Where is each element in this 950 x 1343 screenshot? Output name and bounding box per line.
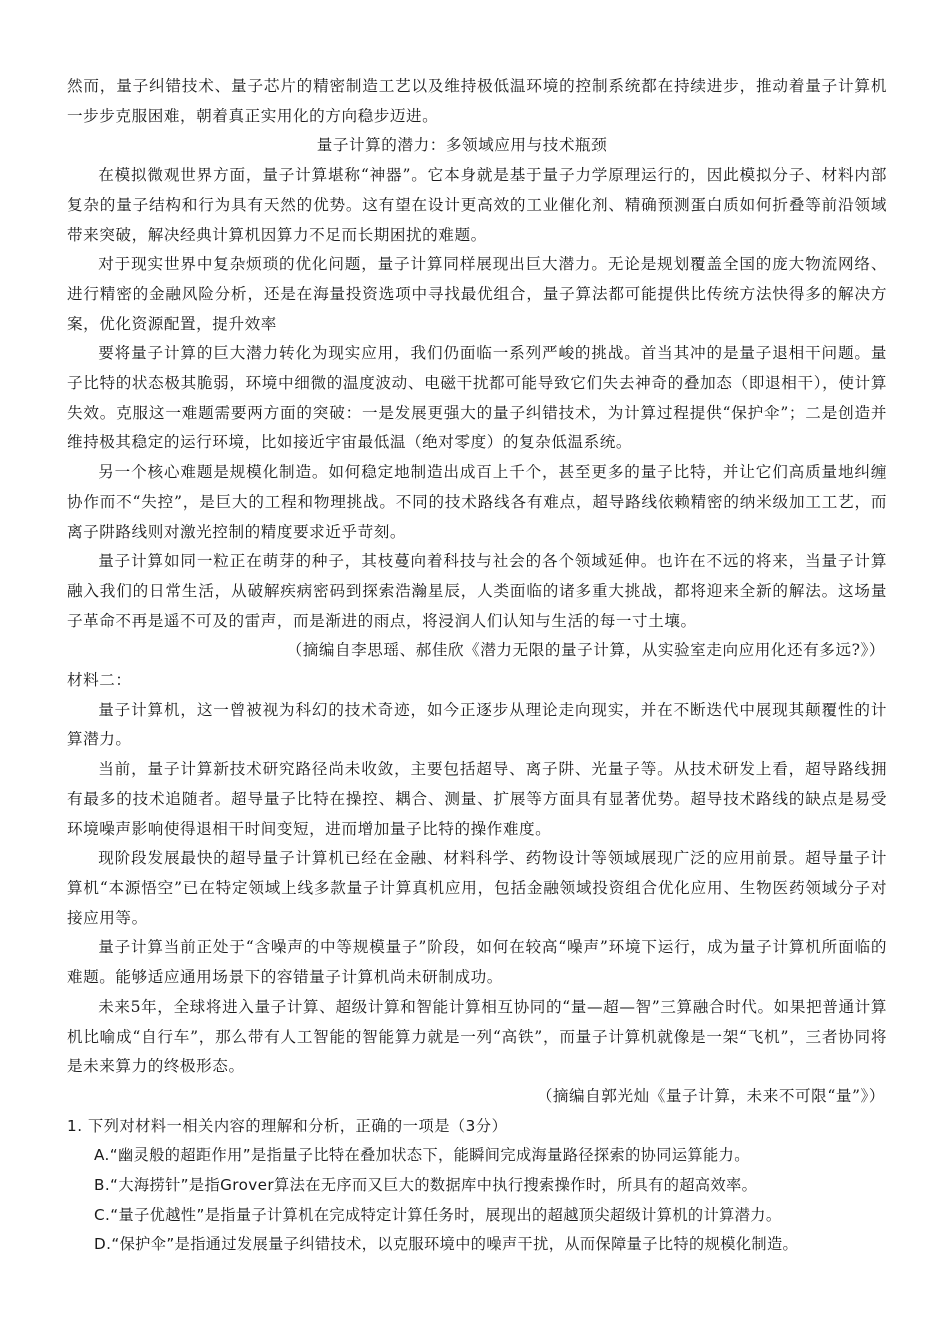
paragraph: 在模拟微观世界方面，量子计算堪称“神器”。它本身就是基于量子力学原理运行的，因此模拟分子、材料内部复杂的量子结构和行为具有天然的优势。这有望在设计更高效的工业催化剂、精确预测蛋白质如何折叠等前沿领域带来突破，解决经典计算机因算力不足而长期困扰的难题。: [67, 166, 887, 244]
document-body: [67, 72, 887, 1260]
option-text: “幽灵般的超距作用”是指量子比特在叠加状态下，能瞬间完成海量路径探索的协同运算能力。: [109, 1146, 750, 1165]
paragraph: 量子计算机，这一曾被视为科幻的技术奇迹，如今正逐步从理论走向现实，并在不断迭代中展现其颠覆性的计算潜力。: [67, 700, 887, 749]
answer-option-b: [67, 1171, 887, 1201]
option-letter: B.: [94, 1176, 111, 1195]
paragraph: 量子计算当前正处于“含噪声的中等规模量子”阶段，如何在较高“噪声”环境下运行，成为量子计算机所面临的难题。能够适应通用场景下的容错量子计算机尚未研制成功。: [67, 938, 887, 987]
option-letter: A.: [94, 1146, 110, 1165]
answer-option-a: [67, 1141, 887, 1171]
source-citation: （摘编自李思瑶、郝佳欣《潜力无限的量子计算，从实验室走向应用化还有多远?》）: [286, 641, 885, 660]
paragraph: 对于现实世界中复杂烦琐的优化问题，量子计算同样展现出巨大潜力。无论是规划覆盖全国的庞大物流网络、进行精密的金融风险分析，还是在海量投资选项中寻找最优组合，量子算法都可能提供比传统方法快得多的解决方案，优化资源配置，提升效率: [67, 255, 887, 333]
source-citation: （摘编自郭光灿《量子计算，未来不可限“量”》）: [536, 1086, 885, 1105]
option-text: “保护伞”是指通过发展量子纠错技术，以克服环境中的噪声干扰，从而保障量子比特的规模化制造。: [111, 1235, 799, 1254]
option-text: “大海捞针”是指Grover算法在无序而又巨大的数据库中执行搜索操作时，所具有的超高效率。: [110, 1176, 758, 1195]
answer-option-d: [67, 1230, 887, 1260]
paragraph: 当前，量子计算新技术研究路径尚未收敛，主要包括超导、离子阱、光量子等。从技术研发上看，超导路线拥有最多的技术追随者。超导量子比特在操控、耦合、测量、扩展等方面具有显著优势。超导技术路线的缺点是易受环境噪声影响使得退相干时间变短，进而增加量子比特的操作难度。: [67, 760, 887, 838]
paragraph: 量子计算如同一粒正在萌芽的种子，其枝蔓向着科技与社会的各个领域延伸。也许在不远的将来，当量子计算融入我们的日常生活，从破解疾病密码到探索浩瀚星辰，人类面临的诸多重大挑战，都将迎来全新的解法。这场量子革命不再是遥不可及的雷声，而是渐进的雨点，将浸润人们认知与生活的每一寸土壤。: [67, 552, 887, 630]
paragraph: 未来5年，全球将进入量子计算、超级计算和智能计算相互协同的“量—超—智”三算融合时代。如果把普通计算机比喻成“自行车”，那么带有人工智能的智能算力就是一列“高铁”，而量子计算机就像是一架“飞机”，三者协同将是未来算力的终极形态。: [67, 997, 887, 1076]
paragraph: 要将量子计算的巨大潜力转化为现实应用，我们仍面临一系列严峻的挑战。首当其冲的是量子退相干问题。量子比特的状态极其脆弱，环境中细微的温度波动、电磁干扰都可能导致它们失去神奇的叠加态（即退相干），使计算失效。克服这一难题需要两方面的突破：一是发展更强大的量子纠错技术，为计算过程提供“保护伞”；二是创造并维持极其稳定的运行环境，比如接近宇宙最低温（绝对零度）的复杂低温系统。: [67, 344, 887, 452]
paragraph: 现阶段发展最快的超导量子计算机已经在金融、材料科学、药物设计等领域展现广泛的应用前景。超导量子计算机“本源悟空”已在特定领域上线多款量子计算真机应用，包括金融领域投资组合优化应用、生物医药领域分子对接应用等。: [67, 849, 887, 927]
answer-option-c: [67, 1201, 887, 1231]
option-letter: C.: [94, 1205, 111, 1224]
question-stem: 1. 下列对材料一相关内容的理解和分析，正确的一项是（3分）: [67, 1116, 508, 1135]
intro-paragraph: 然而，量子纠错技术、量子芯片的精密制造工艺以及维持极低温环境的控制系统都在持续进步，推动着量子计算机一步步克服困难，朝着真正实用化的方向稳步迈进。: [67, 77, 887, 125]
material-label: 材料二：: [67, 671, 132, 690]
option-text: “量子优越性”是指量子计算机在完成特定计算任务时，展现出的超越顶尖超级计算机的计算潜力。: [110, 1205, 782, 1224]
option-letter: D.: [94, 1235, 112, 1254]
paragraph: 另一个核心难题是规模化制造。如何稳定地制造出成百上千个，甚至更多的量子比特，并让它们高质量地纠缠协作而不“失控”，是巨大的工程和物理挑战。不同的技术路线各有难点，超导路线依赖精密的纳米级加工工艺，而离子阱路线则对激光控制的精度要求近乎苛刻。: [67, 463, 887, 541]
section-heading: 量子计算的潜力：多领域应用与技术瓶颈: [316, 136, 608, 155]
